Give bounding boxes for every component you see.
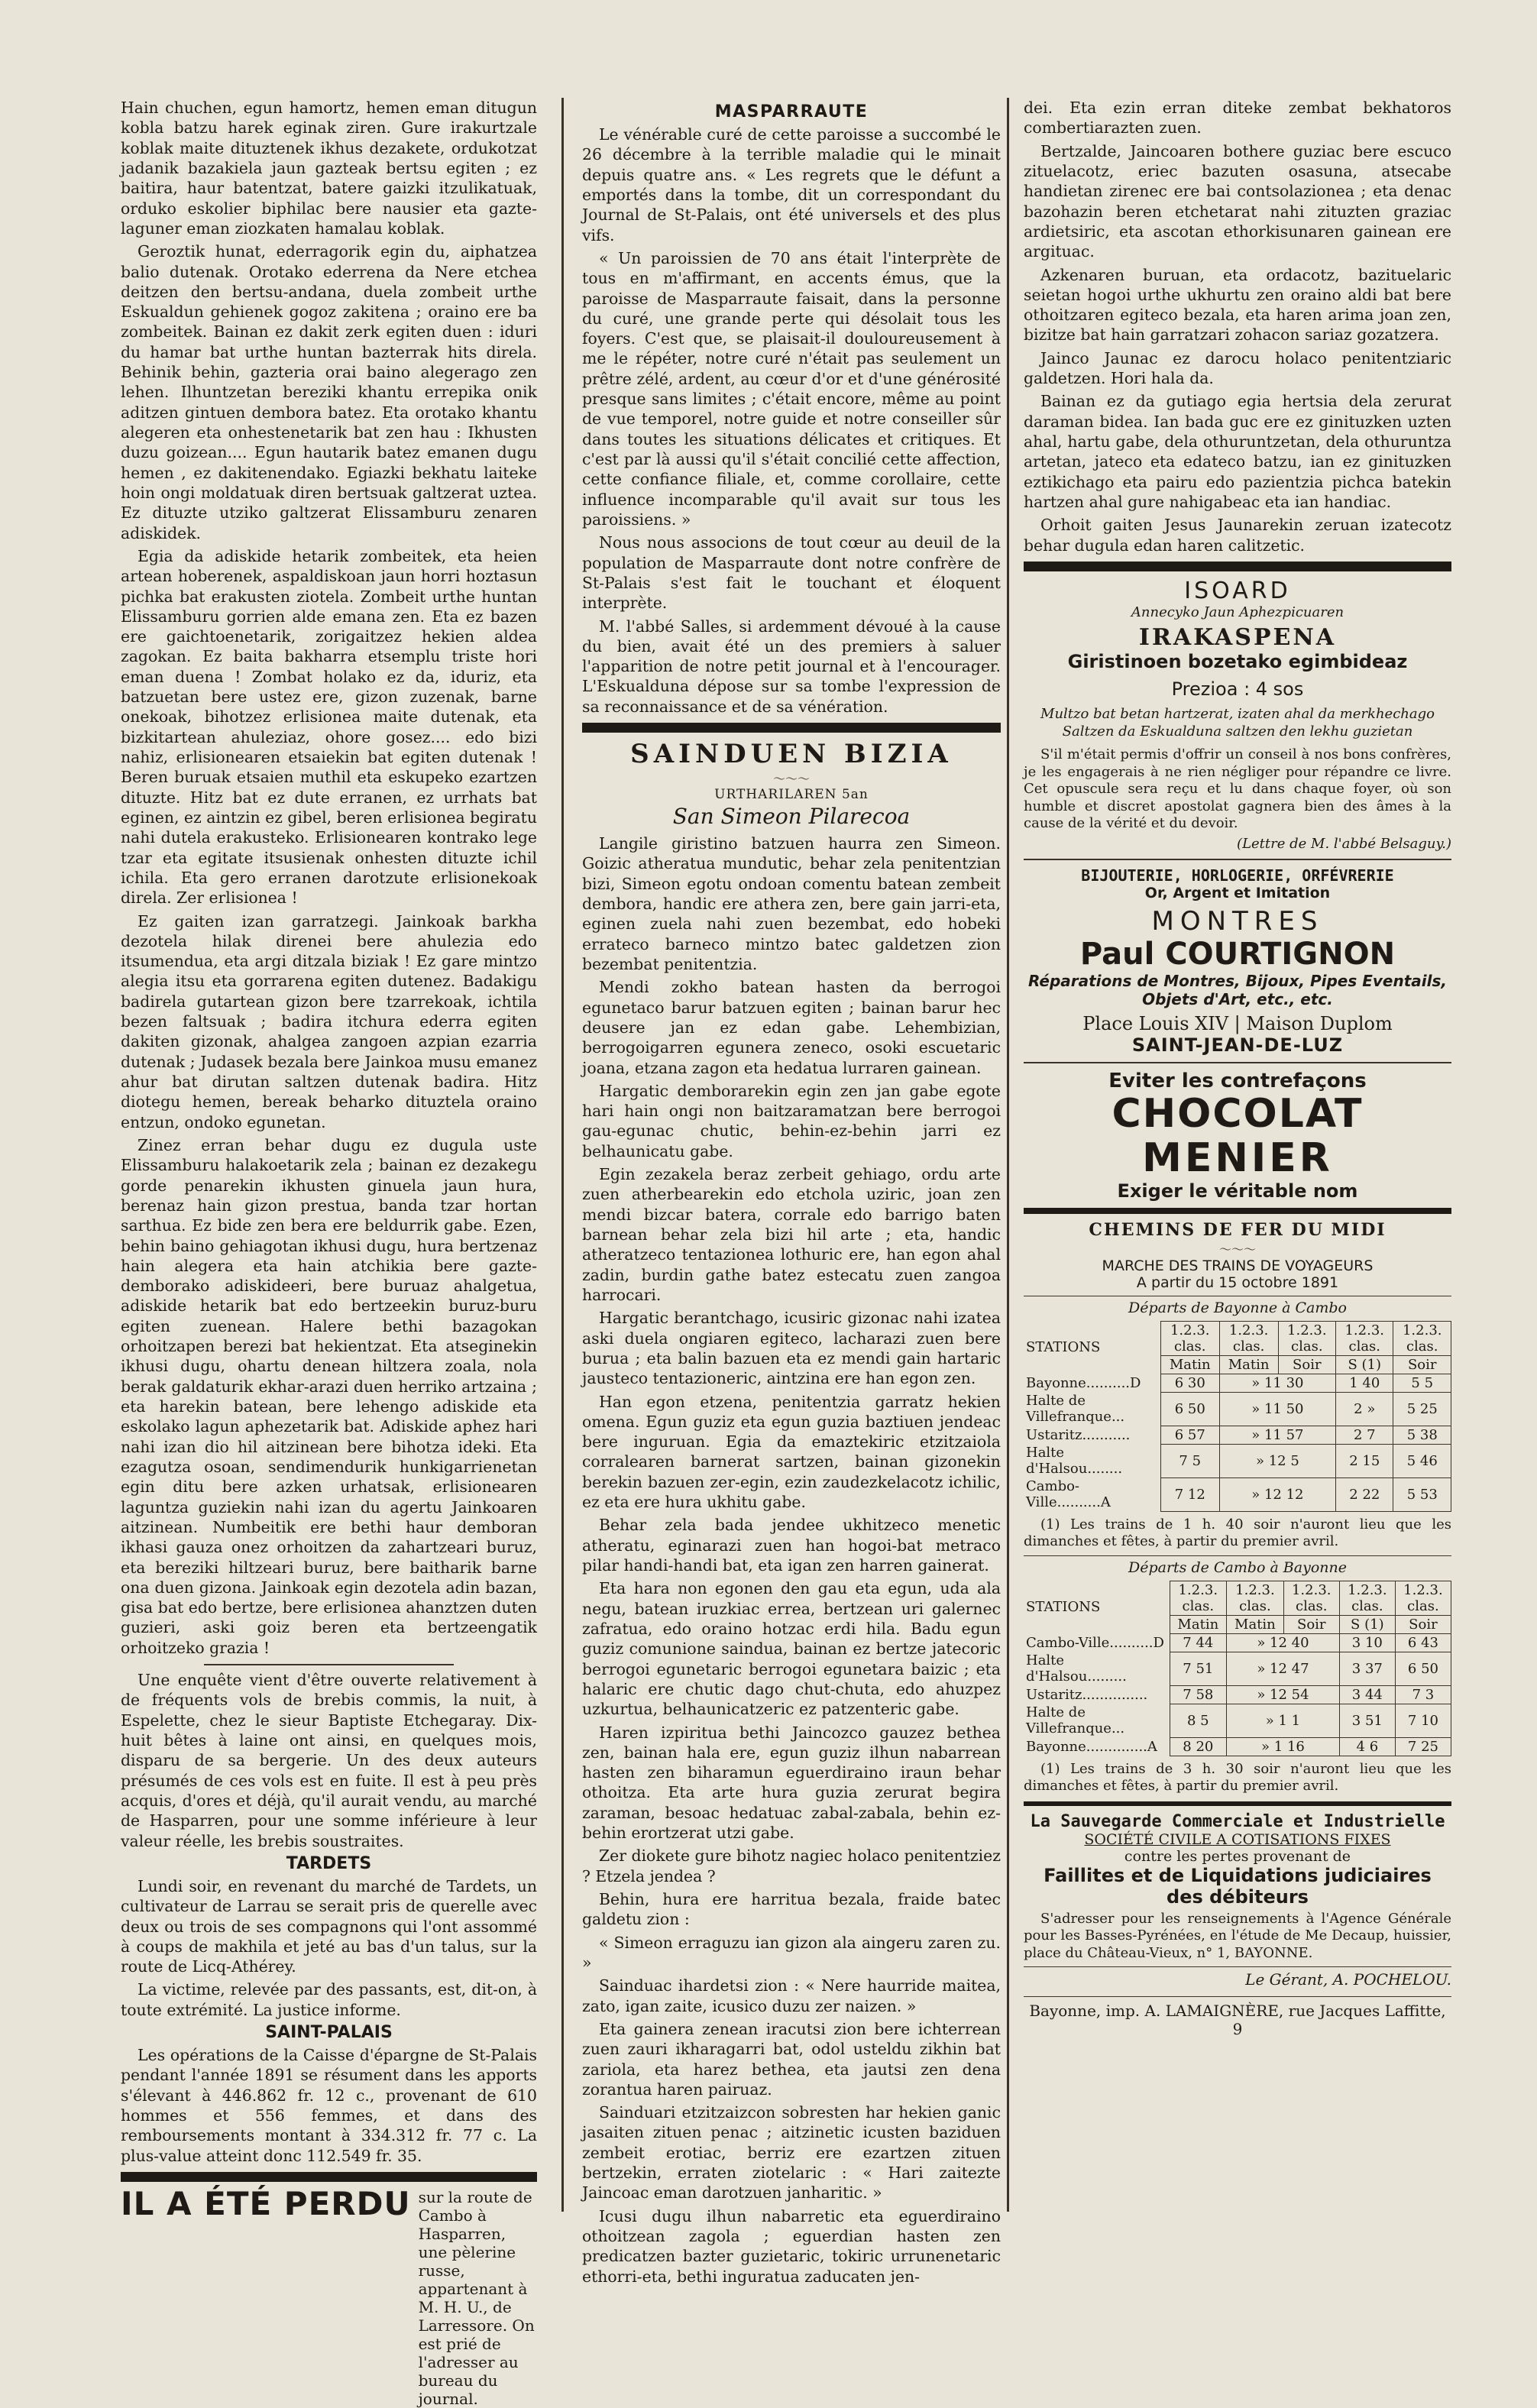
article-paragraph: Zinez erran behar dugu ez dugula uste Elissamburu halakoetarik zela ; bainan ez dezakegu gorde penarekin ikhusten ginuela jaun hura, berenaz hain gizon prestua, banda tzar hortan sarthua. Ez bide zen bera ere beldurrik gabe. Ezen, behin baino gehiagotan ikhusi dugu, hura bertzenaz hain alegera eta hain atchikia bere gazte-demborako adiskideeri, bere buruaz ahalgetua, adiskide hetarik bat edo bertzeekin buruz-buru egiten zuenean. Halere bethi bazagokan orhoitzapen berezi bat hekientzat. Eta atseginekin ikhusi dugu, ohartu denean hiltzera zoala, nola berak galdaturik ekhar-arazi duen herriko artzaina ; eta harekin batean, bere lehengo adiskide eta eskolako lagun aphezetarik bat. Adiskide aphez hari nahi izan dio hil aitzinean bere bihotza ideki. Eta ezagutza osoan, sendimendurik hunkigarrienetan egin ditu bere azken urhatsak, erlisionearen laguntza guziekin nahi izan du agertu Jainkoaren aitzinean. Numbeitik ere bethi haur demboran ikhasi gauza onez orhoitzen da zahartzeari buruz, eta bereziki hiltzeari buruz, bere baitharik barne ona duen gizona. Jainkoak egin dezotela adin bazan, gisa bat edo bertze, bere erlisionea ahanztzen duten guzieri, aski goiz beren eta bertzeengatik orhoitzeko grazia !: [121, 1135, 537, 1657]
time-cell: 3 51: [1339, 1704, 1395, 1737]
simeon-paragraph: Eta gainera zenean iracutsi zion bere ichterrean zuen zauri ikharagarri bat, odol usteldu zikhin bat zariola, eta harez bethea, eta jautsi zen dena zorantua haren pairuaz.: [582, 2019, 1001, 2099]
chemins-title: CHEMINS DE FER DU MIDI: [1089, 1219, 1387, 1240]
class-header: 1.2.3. clas.: [1170, 1581, 1227, 1615]
timetable-bayonne-cambo: [1024, 1321, 1451, 1512]
time-cell: » 1 16: [1227, 1737, 1340, 1756]
station-cell: Ustaritz...............: [1024, 1685, 1170, 1704]
time-cell: 2 »: [1336, 1392, 1393, 1426]
divider: [1024, 1062, 1451, 1063]
saint-jean-de-luz: SAINT-JEAN-DE-LUZ: [1131, 1034, 1344, 1057]
station-cell: Halte de Villefranque...: [1024, 1392, 1160, 1426]
marche-text: MARCHE DES TRAINS DE VOYAGEURS: [1102, 1257, 1374, 1274]
table-row: [1024, 1704, 1451, 1737]
time-cell: 8 5: [1170, 1704, 1227, 1737]
letter-text: S'il m'était permis d'offrir un conseil à nos bons confrères, je les engagerais à ne rien négliger pour répandre ce livre. Cet opuscule sera reçu et lu dans chaque foyer, où son humble et discret apostolat gagnera bien des âmes à la cause de la vérité et du devoir.: [1024, 746, 1451, 832]
time-cell: 5 46: [1393, 1444, 1451, 1477]
station-cell: Cambo-Ville..........A: [1024, 1477, 1160, 1511]
simeon-continued: Jainco Jaunac ez darocu holaco penitentziaric galdetzen. Hori hala da.: [1024, 348, 1451, 388]
time-cell: » 11 30: [1219, 1374, 1335, 1392]
station-cell: Halte d'Halsou.........: [1024, 1652, 1170, 1685]
time-cell: 2 22: [1336, 1477, 1393, 1511]
time-cell: 5 38: [1393, 1426, 1451, 1444]
period-header: Matin: [1160, 1355, 1219, 1374]
time-cell: » 12 5: [1219, 1444, 1335, 1477]
table-row: [1024, 1426, 1451, 1444]
sauvegarde-title: La Sauvegarde Commerciale et Industrielle: [1030, 1811, 1445, 1831]
divider: [204, 1664, 454, 1665]
time-cell: » 1 1: [1227, 1704, 1340, 1737]
faillites-title: Faillites et de Liquidations judiciaires des débiteurs: [1044, 1864, 1432, 1908]
timetable-cambo-bayonne: [1024, 1581, 1451, 1756]
time-cell: » 12 12: [1219, 1477, 1335, 1511]
simeon-paragraph: « Simeon erraguzu ian gizon ala aingeru zaren zu. »: [582, 1933, 1001, 1972]
saint-palais-heading: SAINT-PALAIS: [265, 2023, 393, 2043]
time-cell: 7 5: [1160, 1444, 1219, 1477]
simeon-paragraph: Langile giristino batzuen haurra zen Simeon. Goizic atheratua mundutic, behar zela penitentzian bizi, Simeon egotu ondoan comentu batean zembeit dembora, handic ere athera zen, bere gain jarri-eta, eginen zuela nahi zuen bezembat, edo hobeki errateco barneco mintzo batec galdetzen zion bezembat penitentzia.: [582, 834, 1001, 973]
menier-title: MENIER: [1142, 1134, 1333, 1181]
time-cell: 5 25: [1393, 1392, 1451, 1426]
chocolat-title: CHOCOLAT: [1111, 1091, 1364, 1138]
time-cell: 7 3: [1395, 1685, 1451, 1704]
simeon-paragraph: Han egon etzena, penitentzia garratz hekien omena. Egun guziz eta egun guzia baztiuen jendeac bere inguruan. Egia da emaztekiric etzitzaiola corralearen barnerat sartzen, bainan gizonekin berekin bazuen zer-egin, ezin zaudezkelacotz ichilic, ez eta ere hura ukhitu gabe.: [582, 1392, 1001, 1512]
letter-signature: (Lettre de M. l'abbé Belsaguy.): [1237, 835, 1451, 852]
masparraute-paragraph: Le vénérable curé de cette paroisse a succombé le 26 décembre à la terrible maladie qui le minait depuis quatre ans. « Les regrets que le défunt a emportés dans la tombe, dit un correspondant du Journal de St-Palais, ont été universels et des plus vifs.: [582, 125, 1001, 244]
section-bar: [121, 2172, 537, 2182]
departs-cambo-title: Départs de Cambo à Bayonne: [1024, 1555, 1451, 1576]
table-row: [1024, 1633, 1451, 1652]
ornament-icon: 〜〜〜: [772, 772, 810, 787]
time-cell: 7 44: [1170, 1633, 1227, 1652]
time-cell: » 11 50: [1219, 1392, 1335, 1426]
time-cell: 4 6: [1339, 1737, 1395, 1756]
class-header: 1.2.3. clas.: [1393, 1321, 1451, 1355]
class-header: 1.2.3. clas.: [1219, 1321, 1278, 1355]
time-cell: » 12 54: [1227, 1685, 1340, 1704]
article-paragraph: Hain chuchen, egun hamortz, hemen eman ditugun kobla batzu harek eginak ziren. Gure irakurtzale koblak maite dituztenek ikhus dezakete, ordukotzat jadanik bazakiela jaun gazteak bertsu egiten ; ez baitira, haur batentzat, batere gaizki itzulikatuak, orduko eskolier biphilac bere nausier eta gazte-laguner eman ziozkaten hamalau koblak.: [121, 99, 537, 238]
reparations-text: Réparations de Montres, Bijoux, Pipes Eventails, Objets d'Art, etc., etc.: [1027, 972, 1447, 1009]
masparraute-paragraph: « Un paroissien de 70 ans était l'interprète de tous en m'affirmant, en accents émus, que la paroisse de Masparraute faisait, dans la personne du curé, une grande perte qui désolait tous les foyers. C'est que, se plaisait-il douloureusement à me le répéter, notre curé n'était pas seulement un prêtre zélé, ardent, au cœur d'or et d'une générosité presque sans limites ; c'était encore, même au point de vue temporel, notre guide et notre conseiller sûr dans toutes les situations délicates et critiques. Et c'est par là aussi qu'il s'était concilié cette affection, cette confiance filiale, et, comme corollaire, cette influence incomparable qu'il avait sur tous les paroissiens. »: [582, 248, 1001, 529]
simeon-paragraph: Behar zela bada jendee ukhitzeco menetic atheratu, eginarazi zuen han hogoi-bat metraco pilar handi-handi bat, eta igan zen harren gainerat.: [582, 1516, 1001, 1575]
saint-palais-paragraph: Les opérations de la Caisse d'épargne de St-Palais pendant l'année 1891 se résument dans les apports s'élevant à 446.862 fr. 12 c., provenant de 610 hommes et 556 femmes, et dans des remboursements montant à 334.312 fr. 77 c. La plus-value atteint donc 112.549 fr. 35.: [121, 2046, 537, 2165]
column-1: [121, 98, 538, 2408]
station-cell: Bayonne..........D: [1024, 1374, 1160, 1392]
stations-header: STATIONS: [1024, 1581, 1170, 1633]
simeon-continued: dei. Eta ezin erran diteke zembat bekhatoros combertiarazten zuen.: [1024, 99, 1451, 138]
time-cell: 6 50: [1395, 1652, 1451, 1685]
station-cell: Ustaritz...........: [1024, 1426, 1160, 1444]
multzo-text: Multzo bat betan hartzerat, izaten ahal da merkhechago Saltzen da Eskualduna saltzen den lekhu guzietan: [1040, 706, 1435, 740]
eviter-text: Eviter les contrefaçons: [1108, 1070, 1367, 1093]
courtignon-ad: [1024, 866, 1451, 1056]
station-cell: Halte de Villefranque...: [1024, 1704, 1170, 1737]
class-header: 1.2.3. clas.: [1278, 1321, 1335, 1355]
column-3: [1024, 98, 1451, 2227]
sauvegarde-ad: [1024, 1812, 1451, 2039]
time-cell: 7 58: [1170, 1685, 1227, 1704]
column-rule-2: [1007, 98, 1009, 2212]
period-header: S (1): [1339, 1615, 1395, 1633]
enquete-paragraph: Une enquête vient d'être ouverte relativement à de fréquents vols de brebis commis, la nuit, à Espelette, chez le sieur Baptiste Etchegaray. Dix-huit bêtes à laine ont ainsi, en quelques mois, disparu de sa bergerie. Un des deux auteurs présumés de ces vols est en fuite. Il est à peu près acquis, d'ores et déjà, qu'il aurait vendu, au marché de Hasparren, pour une somme inférieure à leur valeur réelle, les brebis soustraites.: [121, 1671, 537, 1850]
period-header: Matin: [1219, 1355, 1278, 1374]
period-header: Soir: [1395, 1615, 1451, 1633]
time-cell: » 12 40: [1227, 1633, 1340, 1652]
time-cell: 3 37: [1339, 1652, 1395, 1685]
time-cell: 1 40: [1336, 1374, 1393, 1392]
simeon-paragraph: Egin zezakela beraz zerbeit gehiago, ordu arte zuen atherbearekin edo etchola uziric, joan zen mendi bizcar batera, corrale edo barrigo baten barnean behar zela bizi hil arte ; eta, handic atheratzeco tentazionea lothuric ere, han egon ahal zadin, burdin gathe batez estecatu zuen zangoa harrocari.: [582, 1165, 1001, 1304]
time-cell: 7 12: [1160, 1477, 1219, 1511]
table-row: [1024, 1374, 1451, 1392]
adresser-text: S'adresser pour les renseignements à l'Agence Générale pour les Basses-Pyrénées, en l'étude de Me Decaup, huissier, place du Château-Vieux, n° 1, BAYONNE.: [1024, 1910, 1451, 1961]
stations-header: STATIONS: [1024, 1321, 1160, 1374]
period-header: Soir: [1393, 1355, 1451, 1374]
period-header: Soir: [1278, 1355, 1335, 1374]
simeon-paragraph: Hargatic demborarekin egin zen jan gabe egote hari hain ongi non baitzaramatzan bere berrogoi gau-egunac chutic, behin-ez-behin jarri ez belhaunicatu gabe.: [582, 1081, 1001, 1160]
simeon-paragraph: Hargatic berantchago, icusiric gizonac nahi izatea aski duela ongiaren egiteco, lacharazi zuen bere burua ; eta balin bazuen eta ez mendi gain hartaric jausteco tentazioneric, aintzina ere han egon zen.: [582, 1309, 1001, 1388]
article-paragraph: Ez gaiten izan garratzegi. Jainkoak barkha dezotela hilak direnei bere ahulezia edo itsumendua, eta argi ditzala biziak ! Ez gare mintzo alegia itsu eta gorrarena egiten dutenez. Badakigu badirela gutartean gizon bere tzarrekoak, ichtila bezen faltsuak ; badira itchura ederra egiten dakiten gizonak, ahalgea zangoen azpian ezarria dutenak ; Judasek bezala bere Jainkoa musu emanez ahur bat dirutan saltzen dutenak badira. Hitz diotegu hemen, bereak beharko dituztela oraino entzun, ondoko egunetan.: [121, 911, 537, 1131]
simeon-continued: Bertzalde, Jaincoaren bothere guziac bere escuco zituelacotz, eriec bazuten osasuna, atsecabe handietan zirenec ere bai contsolazionea ; eta denac bazohazin beren etchetarat nahi zituzten graziac ardietsiric, eta ascotan ethorkisunaren gainean ere argituac.: [1024, 141, 1451, 261]
time-cell: 5 5: [1393, 1374, 1451, 1392]
time-cell: 7 51: [1170, 1652, 1227, 1685]
class-header: 1.2.3. clas.: [1336, 1321, 1393, 1355]
time-cell: 7 25: [1395, 1737, 1451, 1756]
station-cell: Bayonne..............A: [1024, 1737, 1170, 1756]
time-cell: 6 43: [1395, 1633, 1451, 1652]
bijouterie-subtitle: Or, Argent et Imitation: [1144, 885, 1331, 902]
time-cell: 3 10: [1339, 1633, 1395, 1652]
masparraute-heading: MASPARRAUTE: [714, 102, 869, 121]
class-header: 1.2.3. clas.: [1160, 1321, 1219, 1355]
time-cell: 2 7: [1336, 1426, 1393, 1444]
station-cell: Cambo-Ville..........D: [1024, 1633, 1170, 1652]
masparraute-paragraph: Nous nous associons de tout cœur au deuil de la population de Masparraute dont notre confrère de St-Palais s'est fait le touchant et éloquent interprète.: [582, 533, 1001, 613]
time-cell: 6 50: [1160, 1392, 1219, 1426]
timetable-note: (1) Les trains de 3 h. 30 soir n'auront lieu que les dimanches et fêtes, à partir du premier avril.: [1024, 1760, 1451, 1795]
timetable-note: (1) Les trains de 1 h. 40 soir n'auront lieu que les dimanches et fêtes, à partir du premier avril.: [1024, 1516, 1451, 1550]
column-rule-1: [561, 98, 564, 2212]
time-cell: 3 44: [1339, 1685, 1395, 1704]
simeon-continued: Azkenaren buruan, eta ordacotz, bazituelaric seietan hogoi urthe ukhurtu zen oraino aldi bat bere othoitzaren egiteco bezala, eta haren arima joan zen, bizitze bat hain garratzari zohacon sariaz gozatzera.: [1024, 265, 1451, 345]
courtignon-name: Paul COURTIGNON: [1079, 937, 1396, 973]
urtharila-date: URTHARILAREN 5an: [714, 787, 869, 803]
period-header: S (1): [1336, 1355, 1393, 1374]
place-text: Place Louis XIV | Maison Duplom: [1082, 1013, 1393, 1035]
time-cell: 6 57: [1160, 1426, 1219, 1444]
period-header: Soir: [1283, 1615, 1339, 1633]
chemins-de-fer-ad: [1024, 1220, 1451, 1795]
class-header: 1.2.3. clas.: [1227, 1581, 1284, 1615]
class-header: 1.2.3. clas.: [1283, 1581, 1339, 1615]
simeon-paragraph: Sainduac ihardetsi zion : « Nere haurride maitea, zato, igan zaite, icusico duzu zer naizen. »: [582, 1976, 1001, 2015]
simeon-paragraph: Behin, hura ere harritua bezala, fraide batec galdetu zion :: [582, 1890, 1001, 1929]
isoard-subtitle: Annecyko Jaun Aphezpicuaren: [1131, 604, 1344, 620]
tardets-paragraph: La victime, relevée par des passants, est, dit-on, à toute extrémité. La justice informe.: [121, 1980, 537, 2019]
time-cell: 8 20: [1170, 1737, 1227, 1756]
irakaspena-title: IRAKASPENA: [1138, 624, 1337, 652]
table-row: [1024, 1444, 1451, 1477]
ornament-icon: 〜〜〜: [1218, 1241, 1256, 1257]
simeon-paragraph: Icusi dugu ilhun nabarretic eta eguerdiraino othoitzean zagola ; eguerdian hasten zen predicatzen bazter guzietaric, tokiric urrunenetaric ethorri-eta, bethi inguratua zaducaten jen-: [582, 2206, 1001, 2286]
masparraute-paragraph: M. l'abbé Salles, si ardemment dévoué à la cause du bien, avait été un des premiers à saluer l'apparition de notre petit journal et à l'encourager. L'Eskualduna dépose sur sa tombe l'expression de sa reconnaissance et de sa vénération.: [582, 617, 1001, 716]
lost-notice: [121, 2184, 537, 2408]
tardets-paragraph: Lundi soir, en revenant du marché de Tardets, un cultivateur de Larrau se serait pris de querelle avec deux ou trois de ses compagnons qui l'ont assommé à coups de makhila et jeté au bas d'un talus, sur la route de Licq-Athérey.: [121, 1876, 537, 1976]
simeon-paragraph: Zer diokete gure bihotz nagiec holaco penitentziez ? Etzela jendea ?: [582, 1846, 1001, 1885]
isoard-ad: [1024, 578, 1451, 853]
montres-title: MONTRES: [1151, 906, 1324, 937]
printer-text: Bayonne, imp. A. LAMAIGNÈRE, rue Jacques Laffitte, 9: [1024, 1996, 1451, 2038]
lost-text: sur la route de Cambo à Hasparren, une pèlerine russe, appartenant à M. H. U., de Larressore. On est prié de l'adresser au bureau du journal.: [418, 2187, 535, 2408]
class-header: 1.2.3. clas.: [1395, 1581, 1451, 1615]
column-2: [582, 98, 1001, 2286]
time-cell: 5 53: [1393, 1477, 1451, 1511]
section-bar: [1024, 1208, 1451, 1214]
tardets-heading: TARDETS: [286, 1853, 372, 1873]
simeon-paragraph: Sainduari etzitzaizcon sobresten har hekien ganic jasaiten zituen penac ; aitzinetic icusten baziduen zembeit erotiac, berriz ere ezartzen zituen bertzekin, erraten ziotelaric : « Hari zaitezte Jaincoac eman darotzuen janharitic. »: [582, 2103, 1001, 2202]
time-cell: 7 10: [1395, 1704, 1451, 1737]
sainduen-bizia-heading: SAINDUEN BIZIA: [630, 739, 953, 770]
period-header: Matin: [1227, 1615, 1284, 1633]
gerant-text: Le Gérant, A. POCHELOU.: [1024, 1966, 1451, 1989]
class-header: 1.2.3. clas.: [1339, 1581, 1395, 1615]
time-cell: » 12 47: [1227, 1652, 1340, 1685]
simeon-heading: San Simeon Pilarecoa: [672, 804, 911, 830]
divider: [1024, 859, 1451, 860]
partir-text: A partir du 15 octobre 1891: [1136, 1274, 1339, 1291]
isoard-title: ISOARD: [1184, 577, 1291, 604]
simeon-paragraph: Eta hara non egonen den gau eta egun, uda ala negu, batean iruzkiac errea, bertzean uri galernec zafratua, edo oraino hotzac erdi hila. Badu egun guziz comunione saindua, bainan ez bertze jatecoric berrogoi egunetaric berrogoi egunetara baizic ; eta halaric ere chutic dago chut-chuta, edo ahuzpez uzkurtua, belhaunicatzeric ez patzenteric gabe.: [582, 1579, 1001, 1719]
time-cell: 6 30: [1160, 1374, 1219, 1392]
bijouterie-title: BIJOUTERIE, HORLOGERIE, ORFÉVRERIE: [1081, 866, 1394, 885]
exiger-text: Exiger le véritable nom: [1117, 1180, 1358, 1202]
section-bar: [582, 723, 1001, 733]
period-header: Matin: [1170, 1615, 1227, 1633]
prezioa: Prezioa : 4 sos: [1171, 678, 1304, 701]
simeon-paragraph: Mendi zokho batean hasten da berrogoi egunetaco barur batzuen egiten ; bainan barur hec deusere jan ez edan gabe. Lehembizian, berrogoigarren egunera zeneco, osoki escuetaric joana, etzana zagon eta hedatua lurraren gainean.: [582, 978, 1001, 1077]
simeon-paragraph: Haren izpiritua bethi Jaincozco gauzez bethea zen, bainan hala ere, egun guziz ilhun nabarrean hasten zen biharamun eguerdiraino iraun behar othoitza. Eta arte hura guzia zerurat begira zaraman, besoac hedatuac zabal-zabala, behin ez-behin erortzerat utzi gabe.: [582, 1723, 1001, 1843]
contre-text: contre les pertes provenant de: [1124, 1847, 1351, 1865]
table-row: [1024, 1737, 1451, 1756]
table-row: [1024, 1477, 1451, 1511]
table-row: [1024, 1652, 1451, 1685]
simeon-continued: Orhoit gaiten Jesus Jaunarekin zeruan izatecotz behar dugula edan haren calitzetic.: [1024, 516, 1451, 555]
time-cell: 2 15: [1336, 1444, 1393, 1477]
lost-title: IL A ÉTÉ PERDU: [121, 2184, 411, 2222]
article-paragraph: Egia da adiskide hetarik zombeitek, eta heien artean hoberenek, aspaldiskoan jaun horri hoztasun pichka bat erakusten ziotela. Zombeit urthe huntan Elissamburu gorrien alde emana zen. Eta ez bazen ere gaichtoenetarik, zorigaitzez hekien aldea zagokan. Ez baita bakharra etsemplu triste hori eman duena ! Zombat holako ez da, iduriz, eta batzuetan bere ustez ere, gizon zuzenak, barne onekoak, bihotzez erlisionea maite dutenak, eta bizkitartean ahuleziaz, ohore gosez.... edo bizi nahiz, erlisionearen etsaiekin bat egiten dutenak ! Beren buruak etsaien muthil eta eskupeko ezartzen dituzte. Hitz bat ez dute erranen, ez urrhats bat eginen, ez aintzin ez gibel, beren erlisionea begiratu nahi dutela erakusteko. Erlisionearen kontrako lege tzar eta egitate itsusienak onhesten dituzte ichil ichila. Eta gero erranen darotzute erlisionekoak direla. Zer erlisionea !: [121, 546, 538, 908]
section-bar: [1024, 562, 1451, 571]
station-cell: Halte d'Halsou........: [1024, 1444, 1160, 1477]
table-row: [1024, 1392, 1451, 1426]
table-row: [1024, 1685, 1451, 1704]
departs-bayonne-title: Départs de Bayonne à Cambo: [1024, 1296, 1451, 1316]
section-bar: [1024, 1801, 1451, 1806]
article-paragraph: Geroztik hunat, ederragorik egin du, aiphatzea balio dutenak. Orotako ederrena da Nere etchea deitzen den bertsu-andana, duela zombeit urthe Eskualdun gehienek gogoz zakitena ; oraino ere ba zombeitek. Bainan ez dakit zerk egiten duen : iduri du hamar bat urthe huntan bazterrak hits direla. Behinik behin, gazteria orai baino alegerago zen lehen. Ilhuntzetan bereziki khantu errepika onik aditzen gintuen dembora batez. Eta orotako khantu alegeren eta onhestenetarik bat zen hau : Ikhusten duzu goizean.... Egun hautarik batez emanen dugu hemen , ez dakitenendako. Egiazki bekhatu laiteke hoin ongi moldatuak diren bertsuak galtzerat uztea. Ez dituzte utziko galtzerat Elissamburu zenaren adiskidek.: [121, 242, 537, 542]
chocolat-menier-ad: [1024, 1070, 1451, 1201]
time-cell: » 11 57: [1219, 1426, 1335, 1444]
giristinoen-title: Giristinoen bozetako egimbideaz: [1067, 651, 1408, 673]
simeon-continued: Bainan ez da gutiago egia hertsia dela zerurat daraman bidea. Ian bada guc ere ez ginituzken uzten ahal, hartu gabe, dela othuruntzetan, dela othuruntza artetan, jateco eta edateco batzu, ian ez ginituzken eztikichago eta pairu edo pazientzia pichca batekin hartzen ahal gure nahigabeac eta ian handiac.: [1024, 392, 1451, 511]
societe-text: SOCIÉTÉ CIVILE A COTISATIONS FIXES: [1084, 1830, 1391, 1848]
